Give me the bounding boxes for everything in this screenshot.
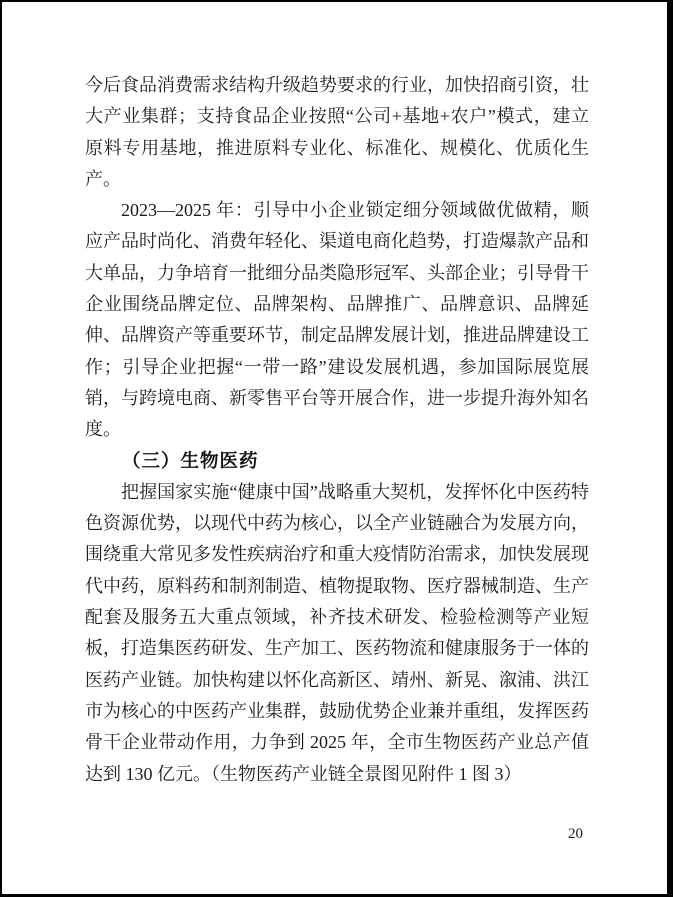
paragraph-food-industry-continuation: 今后食品消费需求结构升级趋势要求的行业，加快招商引资，壮大产业集群；支持食品企业按照“公司+基地+农户”模式，建立原料专用基地，推进原料专业化、标准化、规模化、优质化生产。: [85, 75, 589, 189]
page-number: 20: [568, 826, 583, 842]
section-heading-biopharma: （三）生物医药: [122, 450, 259, 472]
paragraph-2023-2025-plan: 2023—2025 年：引导中小企业锁定细分领域做优做精，顺应产品时尚化、消费年轻化、渠道电商化趋势，打造爆款产品和大单品，力争培育一批细分品类隐形冠军、头部企业；引导骨干企业围绕品牌定位、品牌架构、品牌推广、品牌意识、品牌延伸、品牌资产等重要环节，制定品牌发展计划，推进品牌建设工作；引导企业把握“一带一路”建设发展机遇，参加国际展览展销，与跨境电商、新零售平台等开展合作，进一步提升海外知名度。: [85, 200, 589, 440]
document-body: [85, 70, 589, 790]
paragraph-biopharma: 把握国家实施“健康中国”战略重大契机，发挥怀化中医药特色资源优势，以现代中药为核心，以全产业链融合为发展方向，围绕重大常见多发性疾病治疗和重大疫情防治需求，加快发展现代中药，原料药和制剂制造、植物提取物、医疗器械制造、生产配套及服务五大重点领域，补齐技术研发、检验检测等产业短板，打造集医药研发、生产加工、医药物流和健康服务于一体的医药产业链。加快构建以怀化高新区、靖州、新晃、溆浦、洪江市为核心的中医药产业集群，鼓励优势企业兼并重组，发挥医药骨干企业带动作用，力争到 2025 年，全市生物医药产业总产值达到 130 亿元。（生物医药产业链全景图见附件 1 图 3）: [85, 481, 589, 784]
